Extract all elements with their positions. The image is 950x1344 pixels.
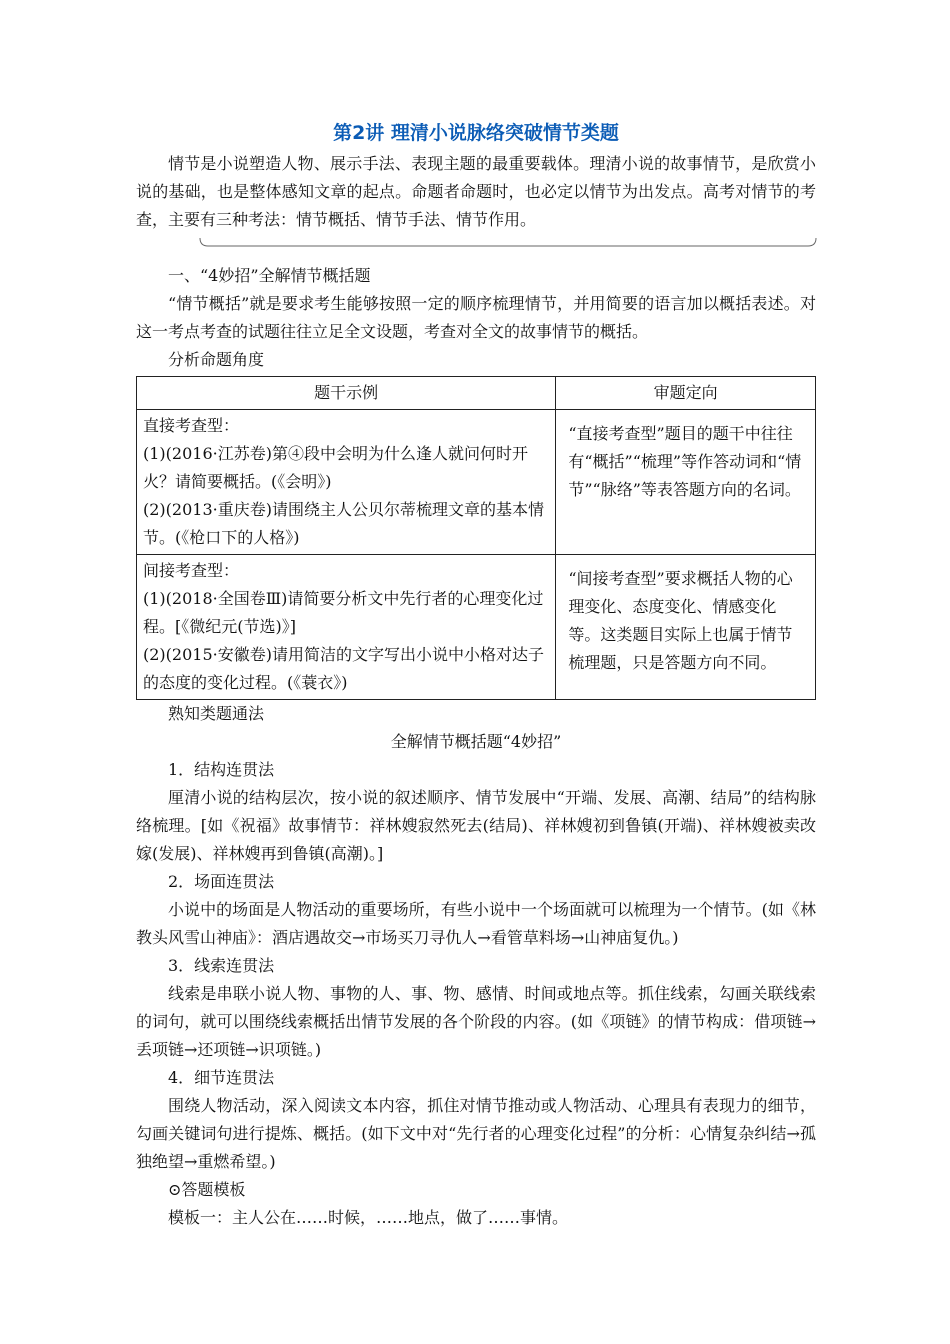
example-item: (1)(2016·江苏卷)第④段中会明为什么逢人就问何时开火？请简要概括。(《会明》) xyxy=(143,444,528,491)
methods-subtitle: 全解情节概括题“4妙招” xyxy=(390,732,562,751)
template-label: ⊙答题模板 xyxy=(168,1180,246,1199)
type-label: 直接考查型： xyxy=(143,416,240,435)
brace-divider xyxy=(136,236,816,258)
analysis-table xyxy=(136,376,816,700)
method-heading: 2．场面连贯法 xyxy=(168,872,275,891)
table-header: 题干示例 xyxy=(137,377,556,410)
method-heading: 3．线索连贯法 xyxy=(168,956,275,975)
table-header-row xyxy=(137,377,816,410)
table-cell-guide: “间接考查型”要求概括人物的心理变化、态度变化、情感变化等。这类题目实际上也属于情节梳理题，只是答题方向不同。 xyxy=(556,555,816,700)
table-cell-examples xyxy=(137,410,556,555)
methods-label: 熟知类题通法 xyxy=(168,704,265,723)
table-row xyxy=(137,410,816,555)
table-cell-guide: “直接考查型”题目的题干中往往有“概括”“梳理”等作答动词和“情节”“脉络”等表答题方向的名词。 xyxy=(556,410,816,555)
table-row xyxy=(137,555,816,700)
method-text: 围绕人物活动，深入阅读文本内容，抓住对情节推动或人物活动、心理具有表现力的细节，勾画关键词句进行提炼、概括。(如下文中对“先行者的心理变化过程”的分析：心情复杂纠结→孤独绝望→重燃希望。) xyxy=(136,1096,816,1171)
example-item: (2)(2013·重庆卷)请围绕主人公贝尔蒂梳理文章的基本情节。(《枪口下的人格》) xyxy=(143,500,544,547)
document-page xyxy=(136,118,816,1232)
analysis-label: 分析命题角度 xyxy=(168,350,265,369)
table-header: 审题定向 xyxy=(556,377,816,410)
example-item: (2)(2015·安徽卷)请用简洁的文字写出小说中小格对达子的态度的变化过程。(《蓑衣》) xyxy=(143,645,544,692)
example-item: (1)(2018·全国卷Ⅲ)请简要分析文中先行者的心理变化过程。[《微纪元(节选)》] xyxy=(143,589,544,636)
method-text: 小说中的场面是人物活动的重要场所，有些小说中一个场面就可以梳理为一个情节。(如《林教头风雪山神庙》：酒店遇故交→市场买刀寻仇人→看管草料场→山神庙复仇。) xyxy=(136,900,816,947)
template-line: 模板一：主人公在……时候，……地点，做了……事情。 xyxy=(168,1208,569,1227)
method-heading: 1．结构连贯法 xyxy=(168,760,275,779)
method-text: 线索是串联小说人物、事物的人、事、物、感情、时间或地点等。抓住线索，勾画关联线索的词句，就可以围绕线索概括出情节发展的各个阶段的内容。(如《项链》的情节构成：借项链→丢项链→还项链→识项链。) xyxy=(136,984,816,1059)
section-description: “情节概括”就是要求考生能够按照一定的顺序梳理情节，并用简要的语言加以概括表述。对这一考点考查的试题往往立足全文设题，考查对全文的故事情节的概括。 xyxy=(136,294,816,341)
method-text: 厘清小说的结构层次，按小说的叙述顺序、情节发展中“开端、发展、高潮、结局”的结构脉络梳理。[如《祝福》故事情节：祥林嫂寂然死去(结局)、祥林嫂初到鲁镇(开端)、祥林嫂被卖改嫁(发展)、祥林嫂再到鲁镇(高潮)。] xyxy=(136,788,816,863)
table-cell-examples xyxy=(137,555,556,700)
intro-paragraph: 情节是小说塑造人物、展示手法、表现主题的最重要载体。理清小说的故事情节，是欣赏小说的基础，也是整体感知文章的起点。命题者命题时，也必定以情节为出发点。高考对情节的考查，主要有三种考法：情节概括、情节手法、情节作用。 xyxy=(136,154,816,229)
type-label: 间接考查型： xyxy=(143,561,240,580)
page-title: 第2讲 理清小说脉络突破情节类题 xyxy=(333,122,619,144)
method-heading: 4．细节连贯法 xyxy=(168,1068,275,1087)
section-heading: 一、“4妙招”全解情节概括题 xyxy=(168,266,371,285)
